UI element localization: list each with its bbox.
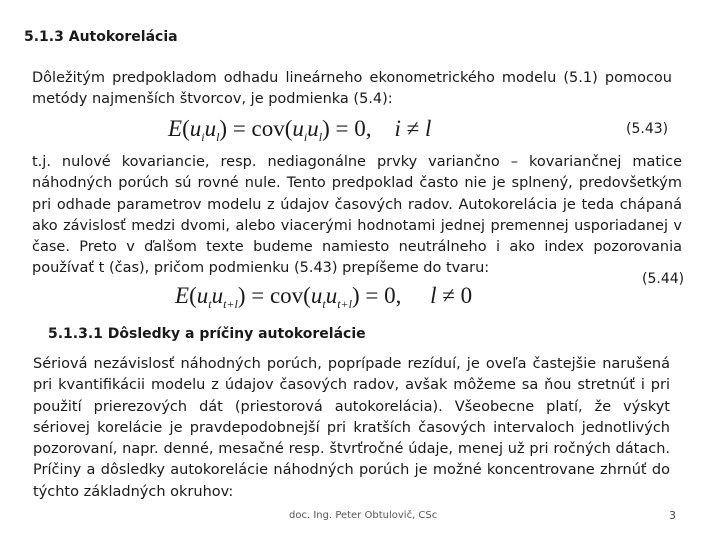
intro-paragraph: Dôležitým predpokladom odhadu lineárneho ekonometrického modelu (5.1) pomocou metódy najmenších štvorcov, je podmienka (5.4):: [32, 70, 672, 108]
equation-5-43: $E(u_iu_l) = cov(u_iu_l) = 0$, i ≠ l: [168, 116, 432, 144]
equation-number-5-44: (5.44): [642, 271, 685, 287]
subsection-heading: 5.1.3.1 Dôsledky a príčiny autokorelácie: [48, 326, 366, 342]
footer-author: doc. Ing. Peter Obtulovič, CSc: [289, 510, 438, 521]
causes-paragraph: Sériová nezávislosť náhodných porúch, poprípade rezíduí, je oveľa častejšie narušená pri kvantifikácii modelu z údajov časových radov, avšak môžeme sa ňou stretnúť i pri použití prierezových dát (priestorová autokorelácia). Všeobecne platí, že výskyt sériovej korelácie je pravdepodobnejší pri kratších časových intervaloch jednotlivých pozorovaní, napr. denné, mesačné resp. štvrťročné údaje, menej už pri ročných dátach. Príčiny a dôsledky autokorelácie náhodných porúch je možné koncentrovane zhrnúť do týchto základných okruhov:: [33, 356, 670, 500]
equation-5-44: $E(u_tu_{t+l}) = cov(u_tu_{t+l}) = 0$, l ≠ 0: [175, 283, 473, 311]
page-number: 3: [669, 509, 676, 522]
equation-number-5-43: (5.43): [626, 121, 669, 137]
body-paragraph: t.j. nulové kovariancie, resp. nediagonálne prvky variančno – kovariančnej matice náhodných porúch sú rovné nule. Tento predpoklad často nie je splnený, predovšetkým pri odhade parametrov modelu z údajov časových radov. Autokorelácia je teda chápaná ako závislosť medzi dvomi, alebo viacerými hodnotami jednej premennej usporiadanej v čase. Preto v ďalšom texte budeme namiesto neutrálneho i ako index pozorovania používať t (čas), pričom podmienku (5.43) prepíšeme do tvaru:: [32, 154, 682, 277]
section-heading: 5.1.3 Autokorelácia: [24, 29, 178, 45]
